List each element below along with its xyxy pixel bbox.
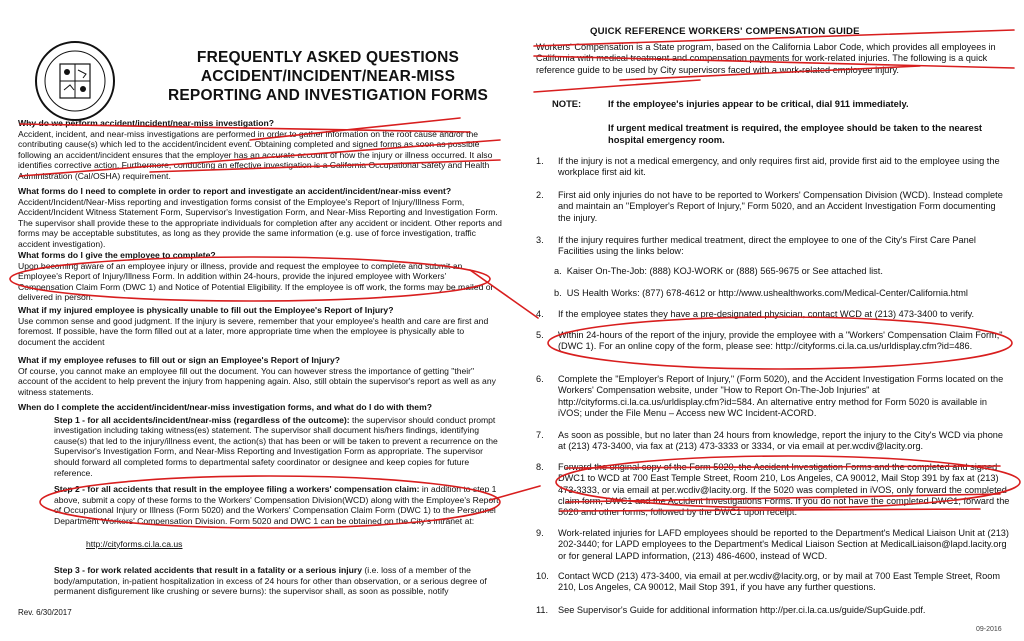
circle-left-forms — [10, 257, 490, 301]
guide-title: QUICK REFERENCE WORKERS' COMPENSATION GUIDE — [590, 26, 860, 37]
faq-question: What forms do I give the employee to complete? — [18, 250, 216, 260]
faq-title-line-2: ACCIDENT/INCIDENT/NEAR-MISS — [200, 68, 456, 85]
step-2-text: in addition to step 1 above, submit a copy of these forms to the Workers' Compensation Division(WCD) along with the Employee's Report of Occupational Injury or Illness (Form 5020) and the Workers' Compensation Claim Form (DWC 1) to the Personnel Department Workers' Compensation Division. Form 5020 and DWC 1 can be obtained on the City's intranet at: — [54, 484, 499, 526]
strike-right-3 — [620, 66, 920, 80]
item-number: 7. — [536, 430, 544, 440]
circle-right-item5 — [548, 317, 1012, 369]
revision-date: Rev. 6/30/2017 — [18, 608, 72, 617]
faq-question: Why do we perform accident/incident/near-miss investigation? — [18, 118, 274, 128]
step-1-text: the supervisor should conduct prompt investigation including taking witness(es) statement. The supervisor shall document his/hers findings, identifying cause(s) that led to the injury/illness event, the action(s) that has been or will be taken to prevent a recurrence on the Supervisor's Investigation Form, and Near-Miss Reporting and Investigation Form as appropriate. The supervisor should forward all completed forms to departmental safety coordinator or designee and keep copies for future reference. — [54, 414, 498, 478]
faq-question: What forms do I need to complete in order to report and investigate an accident/incident/near-miss event? — [18, 186, 452, 196]
strike-right-item8-a — [566, 466, 1000, 468]
item-text: Complete the "Employer's Report of Injury," (Form 5020), and the Accident Investigation Forms located on the Workers' Compensation website, under "How to Report On-The-Job Injuries" at http://cityforms.ci.la.ca.us/urldisplay.cfm?id=584. An alternative entry method for Form 5020 is available in iVOS; under the File Menu – Access new WC Incident-ACORD. — [558, 374, 1004, 418]
faq-question: When do I complete the accident/incident/near-miss investigation forms, and what do I do with them? — [18, 402, 432, 412]
item-text: Contact WCD (213) 473-3400, via email at per.wcdiv@lacity.org, or by mail at 700 East Temple Street, Room 210, Los Angeles, CA 90012, Mail Stop 391, if you have any further questions. — [558, 571, 1001, 593]
faq-answer: Of course, you cannot make an employee fill out the document. You can however stress the importance of getting "their" account of the accident to help prevent the injury from happening again. Also, still obtain the supervisor's report as well as any witness statements. — [18, 365, 496, 397]
annotation-strokes — [10, 30, 1020, 528]
strike-left-3 — [20, 140, 500, 176]
item-text: If the injury is not a medical emergency, and only requires first aid, provide first aid to the employee using the workplace first aid kit. — [558, 156, 1000, 178]
note-urgent: If urgent medical treatment is required, the employee should be taken to the nearest hospital emergency room. — [608, 122, 983, 145]
item-text: Within 24-hours of the report of the injury, provide the employee with a "Workers' Compensation Claim Form," (DWC 1). For an online copy of the form, please see: http://cityforms.ci.la.ca.us/urldisplay.cfm?id=486. — [558, 330, 1003, 352]
item-number: 4. — [536, 309, 544, 319]
item-number: 11. — [536, 605, 549, 615]
note-critical-text: If the employee's injuries appear to be critical, dial 911 immediately. — [608, 98, 909, 109]
item-number: 6. — [536, 374, 544, 384]
strike-right-item8-c — [560, 509, 980, 511]
faq-answer: Upon becoming aware of an employee injury or illness, provide and request the employee to complete and submit an Employee's Report of Injury/Illness Form. In addition within 24-hours, provide the injured employee with Workers' Compensation Claim Form (DWC 1) and Notice of Potential Eligibility. If the employee is off work, the forms may be mailed or delivered in person. — [18, 260, 494, 303]
item-number: 10. — [536, 571, 549, 581]
subitem-letter: b. — [554, 288, 562, 298]
item-number: 2. — [536, 190, 544, 200]
subitem-text: Kaiser On-The-Job: (888) KOJ-WORK or (888) 565-9675 or See attached list. — [566, 266, 883, 276]
item-text: First aid only injuries do not have to be reported to Workers' Compensation Division (WCD). Instead complete and maintain an "Employer's Report of Injury," Form 5020, and an Accident Investigation Form documenting the injury. — [558, 190, 1003, 223]
item-text: Forward the original copy of the Form 5020, the Accident Investigation Forms and the completed and signed DWC1 to WCD at 700 East Temple Street, Room 210, Los Angeles, CA 90012, Mail Stop 391 by fax at (213) 473-3333, or via email at per.wcdiv@lacity.org. If the 5020 was completed in iVOS, only forward the completed claim form, DWC1 and the Accident Investigations Forms. If you do not have the completed DWC1, forward the 5020 and other forms, followed by the DWC1 upon receipt. — [558, 462, 1010, 518]
strike-left-1 — [20, 124, 470, 132]
step-3-lead: Step 3 - for work related accidents that result in a fatality or a serious injury — [54, 565, 363, 576]
item-text: See Supervisor's Guide for additional information http://per.ci.la.ca.us/guide/SupGuide.pdf. — [558, 605, 926, 615]
faq-question: What if my injured employee is physically unable to fill out the Employee's Report of Injury? — [18, 305, 394, 315]
item-number: 5. — [536, 330, 544, 340]
subitem-letter: a. — [554, 266, 562, 276]
strike-right-1 — [534, 30, 1014, 46]
line-left-forms — [470, 270, 538, 318]
item-number: 9. — [536, 528, 544, 538]
cityforms-link[interactable]: http://cityforms.ci.la.ca.us — [86, 538, 183, 549]
step-3-text: (i.e. loss of a member of the body/amputation, in-patient hospitalization in excess of 24 hours for other than observation, or a serious degree of permanent disfigurement like crushing or severe burns): the supervisor shall, as soon as possible, notify — [54, 565, 487, 597]
strike-right-2 — [534, 56, 1014, 68]
item-text: As soon as possible, but no later than 24 hours from knowledge, report the injury to the City's WCD via phone at (213) 473-3400, via fax at (213) 473-3333 or 3334, or via email at per.wcdiv@lacity.org. — [558, 430, 1004, 452]
line-left-step2 — [490, 486, 540, 500]
faq-title-line-3: REPORTING AND INVESTIGATION FORMS — [167, 87, 489, 104]
strike-right-4 — [534, 80, 700, 92]
guide-intro: Workers' Compensation is a State program, based on the California Labor Code, which provides all employees in California with medical treatment and compensation payments for work-related injuries. The following is a quick reference guide to be used by City supervisors faced with a work-related employee injury. — [536, 42, 996, 75]
item-number: 8. — [536, 462, 544, 472]
step-1-lead: Step 1 - for all accidents/incident/near-miss (regardless of the outcome): — [54, 414, 350, 425]
item-number: 3. — [536, 235, 544, 245]
faq-answer: Accident/Incident/Near-Miss reporting and investigation forms consist of the Employee's Report of Injury/Illness Form, Accident/Incident Witness Statement Form, Supervisor's Investigation Form, and Near-Miss Reporting and Investigation Form. The supervisor shall provide these to the appropriate individuals for completion after any accident or incident. Other reports and forms may be acceptable substitutes, as long as they provide the same information (e.g. use of force investigation, traffic accident investigation). — [18, 196, 502, 249]
step-2-lead: Step 2 - for all accidents that result in the employee filing a workers' compensation claim: — [54, 484, 420, 495]
faq-question: What if my employee refuses to fill out or sign an Employee's Report of Injury? — [18, 355, 340, 365]
circle-left-step2 — [40, 476, 500, 528]
strike-right-item8-b — [566, 494, 1000, 502]
item-text: If the employee states they have a pre-designated physician, contact WCD at (213) 473-3400 to verify. — [558, 309, 975, 319]
item-text: Work-related injuries for LAFD employees should be reported to the Department's Medical Liaison Unit at (213) 202-3440; for LAPD employees to the Department's Medical Liaison Section at MedicalLiaison@lapd.lacity.org or for general LAPD information, (213) 486-4600, instead of WCD. — [558, 528, 1009, 561]
subitem-text: US Health Works: (877) 678-4612 or http://www.ushealthworks.com/Medical-Center/California.html — [566, 288, 968, 298]
item-text: If the injury requires further medical treatment, direct the employee to one of the City's First Care Panel Facilities using the links below: — [558, 235, 976, 257]
guide-footer-date: 09-2016 — [976, 626, 1002, 633]
faq-answer: Use common sense and good judgment. If the injury is severe, remember that your employee's health and care are first and foremost. If possible, have the form filled out at a later, more appropriate time when the employee is physically able to document the accident — [18, 315, 489, 347]
item-number: 1. — [536, 156, 544, 166]
faq-title-line-1: FREQUENTLY ASKED QUESTIONS — [196, 49, 460, 66]
faq-answer: Accident, incident, and near-miss investigations are performed in order to gather information on the root cause and/or the contributing cause(s) which led to the accident/incident event. Obtaining completed and signed forms as soon as possible following an accident/incident ensures that the employer has an accurate account of how the injury or illness occurred. It also identifies corrective action. Furthermore, conducting an effective investigation is a California Occupational Safety and Health Administration (Cal/OSHA) requirement. — [18, 128, 493, 181]
note-label: NOTE: — [552, 98, 582, 109]
